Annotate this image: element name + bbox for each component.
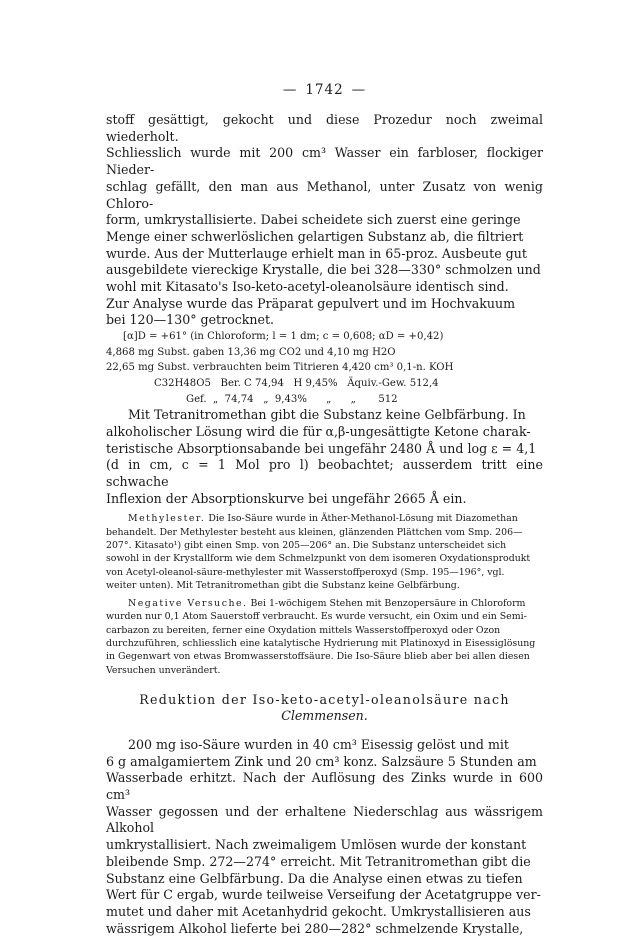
negative-label: Negative Versuche. bbox=[128, 598, 248, 610]
text-line: Substanz eine Gelbfärbung. Da die Analyse einen etwas zu tiefen bbox=[106, 870, 523, 886]
combustion-analysis: 4,868 mg Subst. gaben 13,36 mg CO2 und 4,10 mg H2O bbox=[106, 346, 396, 358]
methylester-paragraph bbox=[106, 512, 543, 592]
text-line: wässrigem Alkohol lieferte bei 280—282° schmelzende Krystalle, bbox=[106, 920, 524, 936]
text-line: wurden nur 0,1 Atom Sauerstoff verbraucht. Es wurde versucht, ein Oxim und ein Semi- bbox=[106, 611, 527, 623]
calculated-values: C32H48O5 Ber. C 74,94 H 9,45% Äquiv.-Gew. 512,4 bbox=[154, 377, 439, 389]
text-line: Bei 1-wöchigem Stehen mit Benzopersäure in Chloroform bbox=[250, 598, 526, 610]
text-line: stoff gesättigt, gekocht und diese Prozedur noch zweimal wiederholt. bbox=[106, 112, 543, 144]
analysis-block bbox=[106, 329, 543, 407]
text-line: umkrystallisiert. Nach zweimaligem Umlösen wurde der konstant bbox=[106, 837, 527, 853]
text-line: 207°. Kitasato¹) gibt einen Smp. von 205—206° an. Die Substanz unterscheidet sich bbox=[106, 539, 507, 551]
text-line: von Acetyl-oleanol-säure-methylester mit Wasserstoffperoxyd (Smp. 195—196°, vgl. bbox=[106, 566, 505, 578]
text-line: mutet und daher mit Acetanhydrid gekocht. Umkrystallisieren aus bbox=[106, 903, 531, 919]
text-line: Wert für C ergab, wurde teilweise Verseifung der Acetatgruppe ver- bbox=[106, 887, 541, 903]
text-line: Mit Tetranitromethan gibt die Substanz keine Gelbfärbung. In bbox=[128, 407, 526, 423]
text-line: Versuchen unverändert. bbox=[106, 664, 221, 676]
text-line: ausgebildete viereckige Krystalle, die bei 328—330° schmolzen und bbox=[106, 262, 541, 278]
text-line: 6 g amalgamiertem Zink und 20 cm³ konz. Salzsäure 5 Stunden am bbox=[106, 753, 537, 769]
text-line: Die Iso-Säure wurde in Äther-Methanol-Lösung mit Diazomethan bbox=[208, 513, 518, 525]
page-number-value: 1742 bbox=[305, 82, 344, 98]
text-line: (d in cm, c = 1 Mol pro l) beobachtet; ausserdem tritt eine schwache bbox=[106, 457, 543, 489]
text-line: durchzuführen, schliesslich eine katalytische Hydrierung mit Platinoxyd in Eisessiglösung bbox=[106, 638, 536, 649]
negative-experiments-paragraph bbox=[106, 597, 543, 677]
optical-rotation: [α]D = +61° (in Chloroform; l = 1 dm; c = 0,608; αD = +0,42) bbox=[123, 331, 444, 343]
text-line: Wasserbade erhitzt. Nach der Auflösung des Zinks wurde in 600 cm³ bbox=[106, 770, 543, 802]
tetranitromethan-paragraph bbox=[106, 407, 543, 507]
text-line: teristische Absorptionsabande bei ungefähr 2480 Å und log ε = 4,1 bbox=[106, 440, 537, 456]
text-line: in Gegenwart von etwas Bromwasserstoffsäure. Die Iso-Säure blieb aber bei allen diesen bbox=[106, 651, 530, 663]
found-values: Gef. „ 74,74 „ 9,43% „ „ 512 bbox=[186, 393, 398, 405]
titration-result: 22,65 mg Subst. verbrauchten beim Titrieren 4,420 cm³ 0,1-n. KOH bbox=[106, 362, 454, 374]
text-line: wurde. Aus der Mutterlauge erhielt man in 65-proz. Ausbeute gut bbox=[106, 245, 527, 261]
text-line: 200 mg iso-Säure wurden in 40 cm³ Eisessig gelöst und mit bbox=[128, 736, 509, 752]
text-line: wohl mit Kitasato's Iso-keto-acetyl-oleanolsäure identisch sind. bbox=[106, 279, 509, 295]
text-line: bleibende Smp. 272—274° erreicht. Mit Tetranitromethan gibt die bbox=[106, 853, 531, 869]
section-heading-line: Reduktion der Iso-keto-acetyl-oleanolsäure nach bbox=[139, 691, 510, 707]
text-line: form, umkrystallisierte. Dabei scheidete sich zuerst eine geringe bbox=[106, 212, 521, 228]
text-line: weiter unten). Mit Tetranitromethan gibt die Substanz keine Gelbfärbung. bbox=[106, 579, 460, 591]
methylester-label: Methylester. bbox=[128, 513, 206, 525]
text-line: alkoholischer Lösung wird die für α,β-ungesättigte Ketone charak- bbox=[106, 423, 531, 439]
section-heading-author: Clemmensen. bbox=[281, 708, 368, 724]
intro-paragraph bbox=[106, 112, 543, 329]
text-line: Inflexion der Absorptionskurve bei ungefähr 2665 Å ein. bbox=[106, 490, 467, 506]
reduction-paragraph bbox=[106, 737, 543, 937]
text-line: Schliesslich wurde mit 200 cm³ Wasser ein farbloser, flockiger Nieder- bbox=[106, 145, 543, 178]
text-line: schlag gefällt, den man aus Methanol, unter Zusatz von wenig Chloro- bbox=[106, 178, 543, 211]
text-line: Menge einer schwerlöslichen gelartigen Substanz ab, die filtriert bbox=[106, 228, 524, 244]
text-line: Zur Analyse wurde das Präparat gepulvert und im Hochvakuum bbox=[106, 295, 516, 311]
text-line: behandelt. Der Methylester besteht aus kleinen, glänzenden Plättchen vom Smp. 206— bbox=[106, 526, 523, 538]
page-number: — 1742 — bbox=[282, 82, 367, 98]
text-line: Wasser gegossen und der erhaltene Niederschlag aus wässrigem Alkohol bbox=[106, 803, 543, 836]
text-line: bei 120—130° getrocknet. bbox=[106, 312, 275, 328]
section-heading bbox=[106, 692, 543, 725]
document-page bbox=[106, 82, 543, 937]
text-line: carbazon zu bereiten, ferner eine Oxydation mittels Wasserstoffperoxyd oder Ozon bbox=[106, 624, 501, 636]
text-line: sowohl in der Krystallform wie dem Schmelzpunkt von dem isomeren Oxydationsprodukt bbox=[106, 553, 531, 565]
